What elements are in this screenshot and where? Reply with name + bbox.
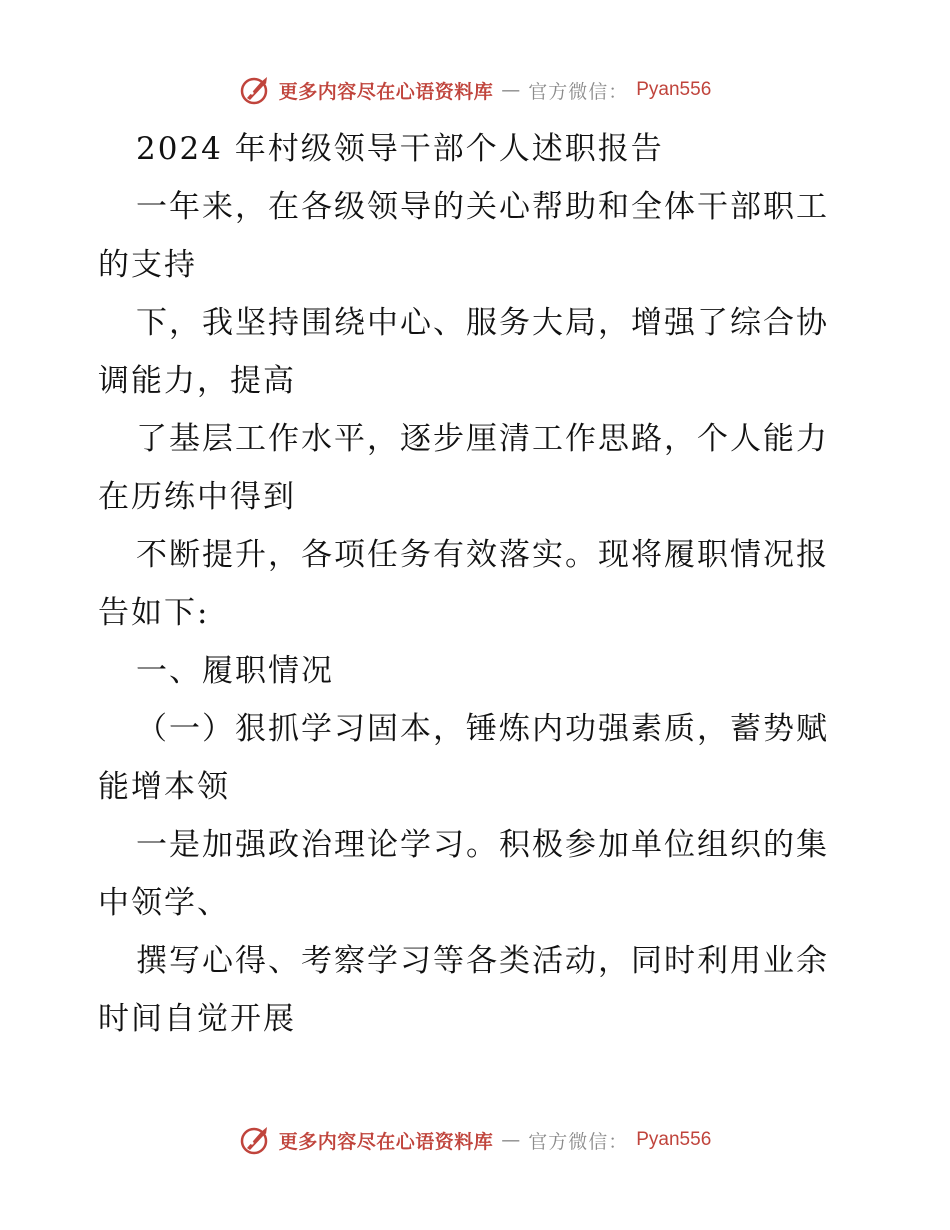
document-line: 2024 年村级领导干部个人述职报告 — [136, 131, 664, 167]
section-heading: 一、履职情况 — [136, 653, 334, 689]
document-line: 调能力，提高 — [98, 363, 296, 399]
document-line: 时间自觉开展 — [98, 1001, 296, 1037]
document-line: 中领学、 — [98, 885, 230, 921]
watermark-wechat-label: 官方微信： — [528, 80, 629, 103]
document-line: 撰写心得、考察学习等各类活动，同时利用业余 — [136, 943, 829, 979]
watermark-wechat-id: Pyan556 — [636, 1129, 712, 1150]
watermark-wechat-id: Pyan556 — [636, 79, 712, 100]
document-line: 一是加强政治理论学习。积极参加单位组织的集 — [136, 827, 829, 863]
watermark-site-text: 更多内容尽在心语资料库 — [278, 80, 494, 103]
watermark-site-text: 更多内容尽在心语资料库 — [278, 1130, 494, 1153]
document-line: 能增本领 — [98, 769, 230, 805]
feather-pen-logo-icon — [239, 1124, 271, 1156]
subsection-heading: （一）狠抓学习固本，锤炼内功强素质，蓄势赋 — [136, 711, 829, 747]
document-line: 了基层工作水平，逐步厘清工作思路，个人能力 — [136, 421, 829, 457]
feather-pen-logo-icon — [239, 74, 271, 106]
document-line: 告如下: — [98, 595, 210, 631]
document-line: 一年来，在各级领导的关心帮助和全体干部职工 — [136, 189, 829, 225]
watermark-header — [0, 70, 950, 110]
watermark-wechat-label: 官方微信： — [528, 1130, 629, 1153]
document-line: 的支持 — [98, 247, 197, 283]
watermark-separator: — — [501, 79, 521, 101]
watermark-separator: — — [501, 1129, 521, 1151]
document-line: 下，我坚持围绕中心、服务大局，增强了综合协 — [136, 305, 829, 341]
document-line: 不断提升，各项任务有效落实。现将履职情况报 — [136, 537, 829, 573]
document-body — [98, 120, 858, 1048]
watermark-footer — [0, 1120, 950, 1160]
document-line: 在历练中得到 — [98, 479, 296, 515]
